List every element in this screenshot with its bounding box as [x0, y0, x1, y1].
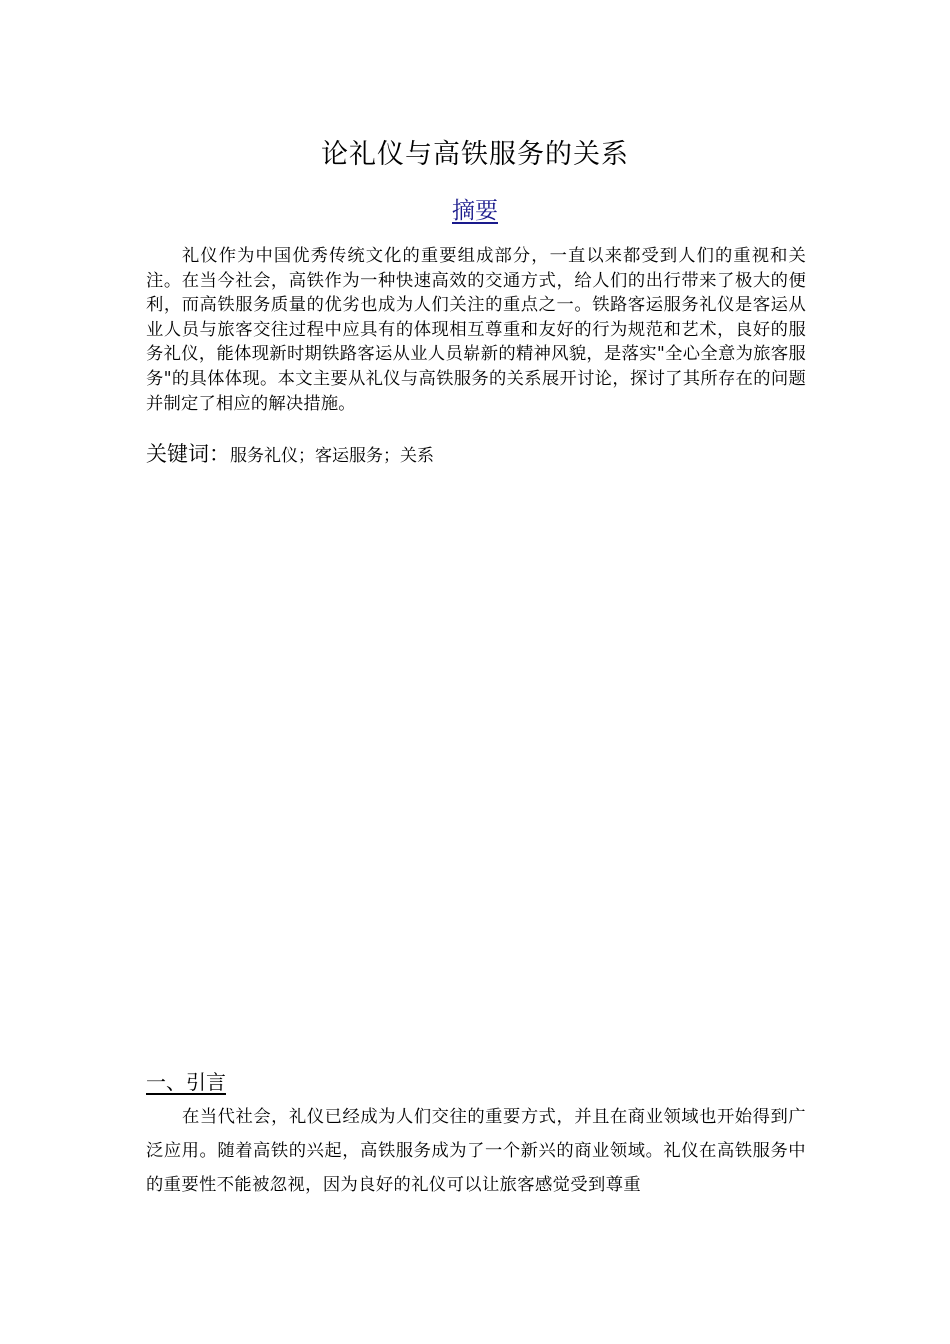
keywords-line [146, 438, 806, 468]
document-title: 论礼仪与高铁服务的关系 [321, 139, 629, 170]
section-heading-introduction: 一、引言 [146, 1070, 226, 1094]
keywords-label: 关键词： [146, 442, 230, 466]
abstract-heading-text: 摘要 [452, 198, 498, 224]
abstract-paragraph: 礼仪作为中国优秀传统文化的重要组成部分，一直以来都受到人们的重视和关注。在当今社会，高铁作为一种快速高效的交通方式，给人们的出行带来了极大的便利，而高铁服务质量的优劣也成为人们关注的重点之一。铁路客运服务礼仪是客运从业人员与旅客交往过程中应具有的体现相互尊重和友好的行为规范和艺术，良好的服务礼仪，能体现新时期铁路客运从业人员崭新的精神风貌，是落实"全心全意为旅客服务"的具体体现。本文主要从礼仪与高铁服务的关系展开讨论，探讨了其所存在的问题并制定了相应的解决措施。 [146, 246, 806, 414]
abstract-heading [0, 192, 950, 225]
keywords-value: 服务礼仪；客运服务；关系 [230, 446, 434, 466]
section-paragraph-introduction: 在当代社会，礼仪已经成为人们交往的重要方式，并且在商业领域也开始得到广泛应用。随着高铁的兴起，高铁服务成为了一个新兴的商业领域。礼仪在高铁服务中的重要性不能被忽视，因为良好的礼仪可以让旅客感觉受到尊重 [146, 1107, 806, 1195]
